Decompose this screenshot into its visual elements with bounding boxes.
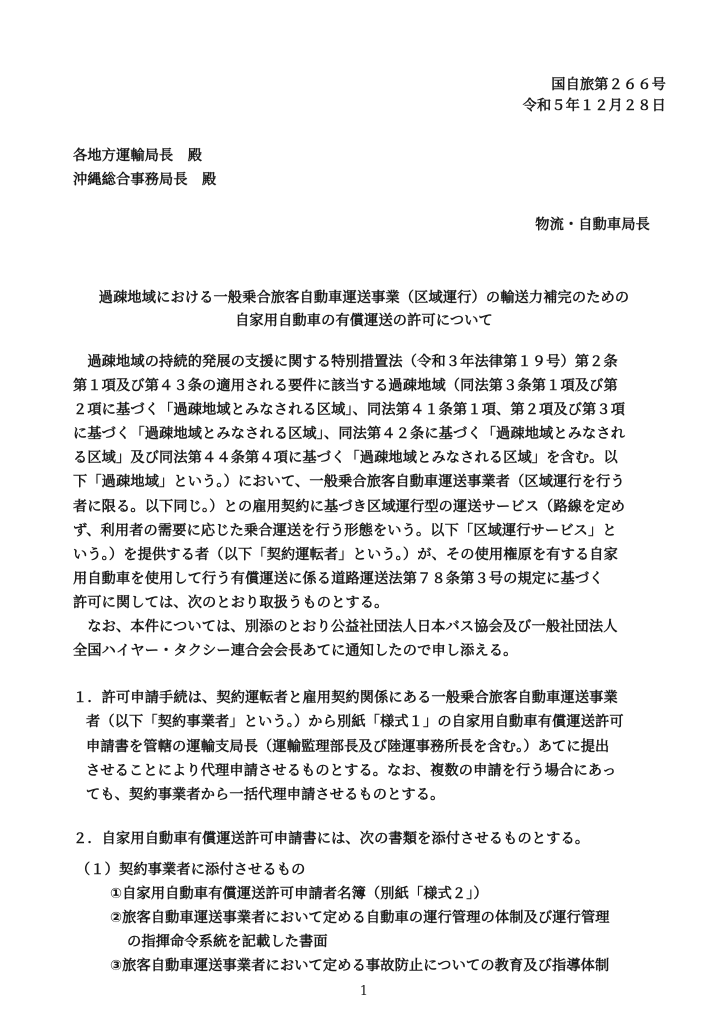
body-line: ず、利用者の需要に応じた乗合運送を行う形態をいう。以下「区域運行サービス」と: [73, 523, 617, 539]
document-number: 国自旅第２６６号: [551, 77, 666, 93]
title-line-2: 自家用自動車の有償運送の許可について: [235, 313, 493, 329]
item1-line: 申請書を管轄の運輸支局長（運輸監理部長及び陸運事務所長を含む。）あてに提出: [86, 739, 610, 755]
body-line: なお、本件については、別添のとおり公益社団法人日本バス協会及び一般社団法人: [73, 619, 618, 635]
item1-line: ても、契約事業者から一括代理申請させるものとする。: [86, 787, 445, 803]
body-line: ２項に基づく「過疎地域とみなされる区域」、同法第４１条第１項、第２項及び第３項: [73, 402, 626, 418]
item1-line: １．許可申請手続は、契約運転者と雇用契約関係にある一般乗合旅客自動車運送事業: [73, 690, 618, 706]
item2-list-item: ②旅客自動車運送事業者において定める自動車の運行管理の体制及び運行管理: [110, 910, 610, 926]
item2-list-item: ①自家用自動車有償運送許可申請者名簿（別紙「様式２」）: [110, 886, 488, 902]
body-line: 過疎地域の持続的発展の支援に関する特別措置法（令和３年法律第１９号）第２条: [73, 354, 618, 370]
body-line: に基づく「過疎地域とみなされる区域」、同法第４２条に基づく「過疎地域とみなされ: [73, 426, 626, 442]
body-line: 第１項及び第４３条の適用される要件に該当する過疎地域（同法第３条第１項及び第: [73, 378, 618, 394]
item2-subheading: （１）契約事業者に添付させるもの: [76, 862, 306, 878]
item2-list-item: ③旅客自動車運送事業者において定める事故防止についての教育及び指導体制: [110, 958, 610, 974]
page-number: 1: [359, 984, 369, 999]
body-line: 許可に関しては、次のとおり取扱うものとする。: [73, 595, 389, 611]
sender: 物流・自動車局長: [535, 217, 650, 233]
body-line: 用自動車を使用して行う有償運送に係る道路運送法第７８条第３号の規定に基づく: [73, 571, 604, 587]
item2-list-item: の指揮命令系統を記載した書面: [127, 934, 328, 950]
addressee-regional: 各地方運輸局長 殿: [73, 148, 203, 164]
title-line-1: 過疎地域における一般乗合旅客自動車運送事業（区域運行）の輸送力補完のための: [98, 290, 630, 306]
document-date: 令和５年１２月２８日: [522, 98, 666, 114]
item1-line: 者（以下「契約事業者」という。）から別紙「様式１」の自家用自動車有償運送許可: [86, 714, 624, 730]
body-line: 下「過疎地域」という。）において、一般乗合旅客自動車運送事業者（区域運行を行う: [73, 474, 625, 490]
body-line: 者に限る。以下同じ。）との雇用契約に基づき区域運行型の運送サービス（路線を定め: [73, 499, 626, 515]
body-line: る区域」及び同法第４４条第４項に基づく「過疎地域とみなされる区域」を含む。以: [73, 450, 618, 466]
body-line: いう。）を提供する者（以下「契約運転者」という。）が、その使用権原を有する自家: [73, 547, 618, 563]
item1-line: させることにより代理申請させるものとする。なお、複数の申請を行う場合にあっ: [86, 763, 617, 779]
item2-heading: ２．自家用自動車有償運送許可申請書には、次の書類を添付させるものとする。: [73, 831, 590, 847]
addressee-okinawa: 沖縄総合事務局長 殿: [73, 172, 217, 188]
body-line: 全国ハイヤー・タクシー連合会会長あてに通知したので申し添える。: [73, 643, 518, 659]
